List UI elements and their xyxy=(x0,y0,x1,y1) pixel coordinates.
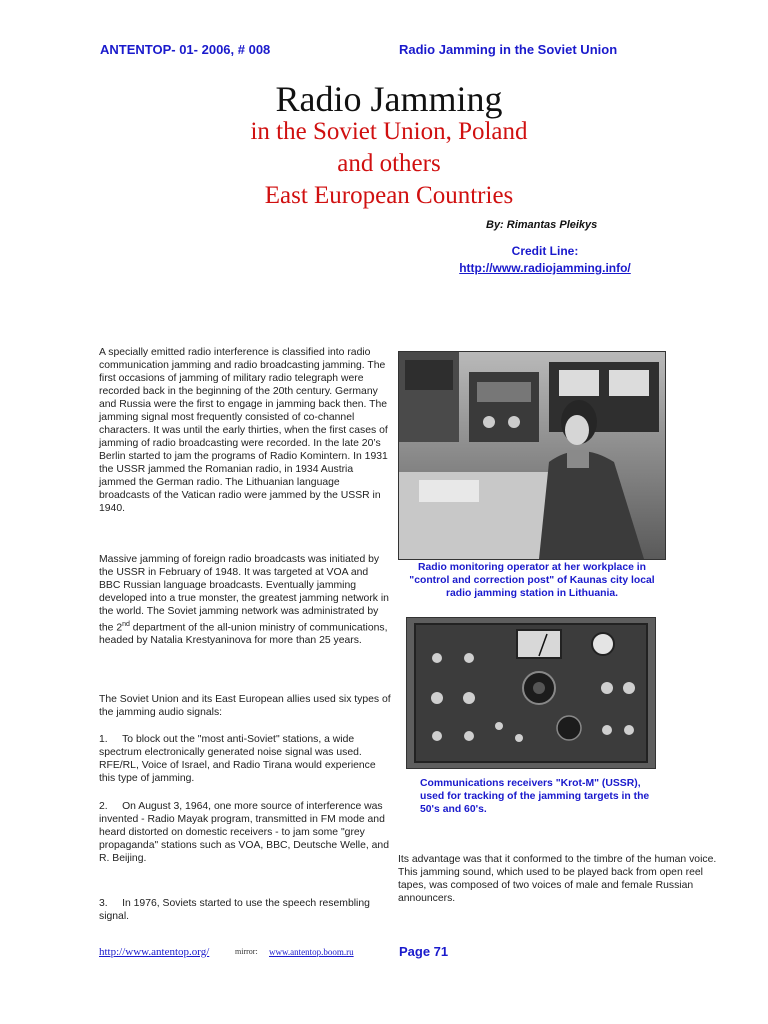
paragraph-2-text-b: department of the all-union ministry of communications, headed by Natalia Krestyaninova for more than 25 years. xyxy=(99,622,388,647)
operator-photo xyxy=(398,351,666,560)
page-number: Page 71 xyxy=(399,944,449,959)
credit-label: Credit Line: xyxy=(511,244,579,258)
article-paragraph-3: The Soviet Union and its East European allies used six types of the jamming audio signals: xyxy=(99,694,391,718)
article-subtitle-line2: and others xyxy=(337,150,441,177)
receiver-photo xyxy=(406,617,656,769)
footer-mirror-link[interactable]: www.antentop.boom.ru xyxy=(269,947,354,957)
article-paragraph-2 xyxy=(99,553,391,647)
operator-photo-drawing xyxy=(399,352,665,559)
article-title: Radio Jamming xyxy=(275,79,503,119)
credit-url-link[interactable]: http://www.radiojamming.info/ xyxy=(459,261,631,275)
footer-mirror-label: mirror: xyxy=(235,947,258,956)
credit-block xyxy=(452,243,638,277)
article-subtitle-line3: East European Countries xyxy=(264,182,514,209)
list-item-1: 1. To block out the "most anti-Soviet" stations, a wide spectrum electronically generated noise signal was used. RFE/RL, Voice of Israel, and Radio Tirana would experience this type of jamming. xyxy=(99,734,376,784)
list-item-3: 3. In 1976, Soviets started to use the speech resembling signal. xyxy=(99,898,370,922)
article-paragraph-1: A specially emitted radio interference is classified into radio communication jamming and radio broadcasting jamming. The first occasions of jamming of military radio telegraph were recorded back in the beginning of the 20th century. Germany and Russia were the first to engage in jamming back then. The jamming signal most frequently consisted of co-channel characters. It was until the early thirties, when the first cases of jamming of radio broadcasting were recorded. In the late 20’s Berlin started to jam the programs of Radio Komintern. In 1931 the USSR jammed the Romanian radio, in 1934 Austria jammed the German radio. The Lithuanian language broadcasts of the Vatican radio were jammed by the USSR in 1940. xyxy=(99,347,388,514)
photo1-caption: Radio monitoring operator at her workplace in "control and correction post" of Kaunas city local radio jamming station in Lithuania. xyxy=(409,562,655,599)
author-byline: By: Rimantas Pleikys xyxy=(486,219,598,231)
paragraph-2-text-a: Massive jamming of foreign radio broadcasts was initiated by the USSR in February of 1948. It was targeted at VOA and BBC Russian language broadcasts. Eventually jamming developed into a true monster, the greatest jamming network in the world. The Soviet jamming network was administrated by the 2 xyxy=(99,554,389,634)
superscript-nd: nd xyxy=(122,621,130,628)
header-issue: ANTENTOP- 01- 2006, # 008 xyxy=(100,42,271,57)
photo2-caption: Communications receivers "Krot-M" (USSR), used for tracking of the jamming targets in the 50's and 60's. xyxy=(420,778,650,815)
list-item-2: 2. On August 3, 1964, one more source of interference was invented - Radio Mayak program, transmitted in FM mode and heard distorted on domestic receivers - to jam some "grey propaganda" stations such as VOA, BBC, Deutsche Welle, and R. Beijing. xyxy=(99,801,389,864)
right-column-paragraph: Its advantage was that it conformed to the timbre of the human voice. This jamming sound, which used to be played back from open reel tapes, was composed of two voices of male and female Russian announcers. xyxy=(398,854,717,904)
article-subtitle-line1: in the Soviet Union, Poland xyxy=(250,118,528,145)
footer-site-link[interactable]: http://www.antentop.org/ xyxy=(99,946,210,958)
receiver-photo-drawing xyxy=(407,618,655,768)
header-section-title: Radio Jamming in the Soviet Union xyxy=(399,42,618,57)
